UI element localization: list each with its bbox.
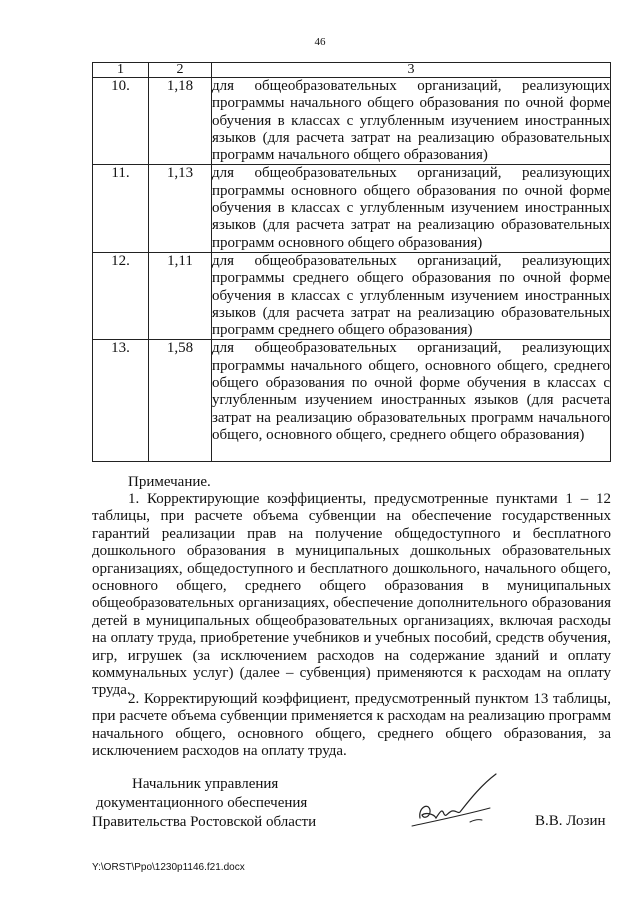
file-path: Y:\ORST\Ppo\1230p1146.f21.docx (92, 862, 245, 873)
signatory-name: В.В. Лозин (535, 813, 606, 829)
note-title: Примечание. (128, 474, 211, 490)
header-col-1: 1 (93, 63, 149, 78)
row-number: 10. (93, 78, 149, 165)
row-coefficient: 1,58 (149, 340, 212, 462)
row-description: для общеобразовательных организаций, реализующих программы среднего общего образования по очной форме обучения в классах с углубленным изучением иностранных языков (для расчета затрат на реализацию образовательных программ среднего общего образования) (212, 252, 610, 339)
header-col-2: 2 (149, 63, 212, 78)
table-row (93, 252, 611, 339)
coefficients-table (92, 62, 611, 462)
note-paragraph-2: 2. Корректирующий коэффициент, предусмотренный пунктом 13 таблицы, при расчете объема субвенции применяется к расходам на реализацию программ начального общего, основного общего, среднего общего образования, за исключением расходов на оплату труда. (92, 691, 611, 760)
header-col-3: 3 (212, 63, 611, 78)
signatory-line-3: Правительства Ростовской области (92, 814, 317, 830)
signatory-line-1: Начальник управления (132, 776, 279, 792)
row-description: для общеобразовательных организаций, реализующих программы начального общего, основного общего, среднего общего образования по очной форме обучения в классах с углубленным изучением иностранных языков (для расчета затрат на реализацию образовательных программ начального общего, основного общего, среднего общего образования) (212, 340, 611, 462)
table-row (93, 340, 611, 462)
signatory-title (92, 775, 316, 832)
page-number: 46 (314, 36, 326, 48)
table-row (93, 165, 611, 252)
table-row (93, 78, 611, 165)
row-description: для общеобразовательных организаций, реализующих программы основного общего образования по очной форме обучения в классах с углубленным изучением иностранных языков (для расчета затрат на реализацию образовательных программ основного общего образования) (212, 165, 610, 251)
row-coefficient: 1,11 (149, 252, 212, 339)
row-number: 13. (93, 340, 149, 462)
row-coefficient: 1,13 (149, 165, 212, 252)
table-header-row (93, 63, 611, 78)
row-number: 11. (93, 165, 149, 252)
handwritten-signature (400, 768, 510, 838)
note-paragraph-1: 1. Корректирующие коэффициенты, предусмотренные пунктами 1 – 12 таблицы, при расчете объема субвенции на обеспечение государственных гарантий реализации прав на получение общедоступного и бесплатного дошкольного образования в муниципальных дошкольных образовательных организациях, общедоступного и бесплатного дошкольного, начального общего, основного общего, среднего общего образования в муниципальных общеобразовательных организациях, обеспечение дополнительного образования детей в муниципальных общеобразовательных организациях, включая расходы на оплату труда, приобретение учебников и учебных пособий, средств обучения, игр, игрушек (за исключением расходов на содержание зданий и оплату коммунальных услуг) (далее – субвенция) применяются к расходам на оплату труда. (92, 491, 611, 699)
signatory-line-2: документационного обеспечения (96, 795, 308, 811)
row-description: для общеобразовательных организаций, реализующих программы начального общего образования по очной форме обучения в классах с углубленным изучением иностранных языков (для расчета затрат на реализацию образовательных программ начального общего образования) (212, 78, 610, 164)
row-coefficient: 1,18 (149, 78, 212, 165)
row-number: 12. (93, 252, 149, 339)
